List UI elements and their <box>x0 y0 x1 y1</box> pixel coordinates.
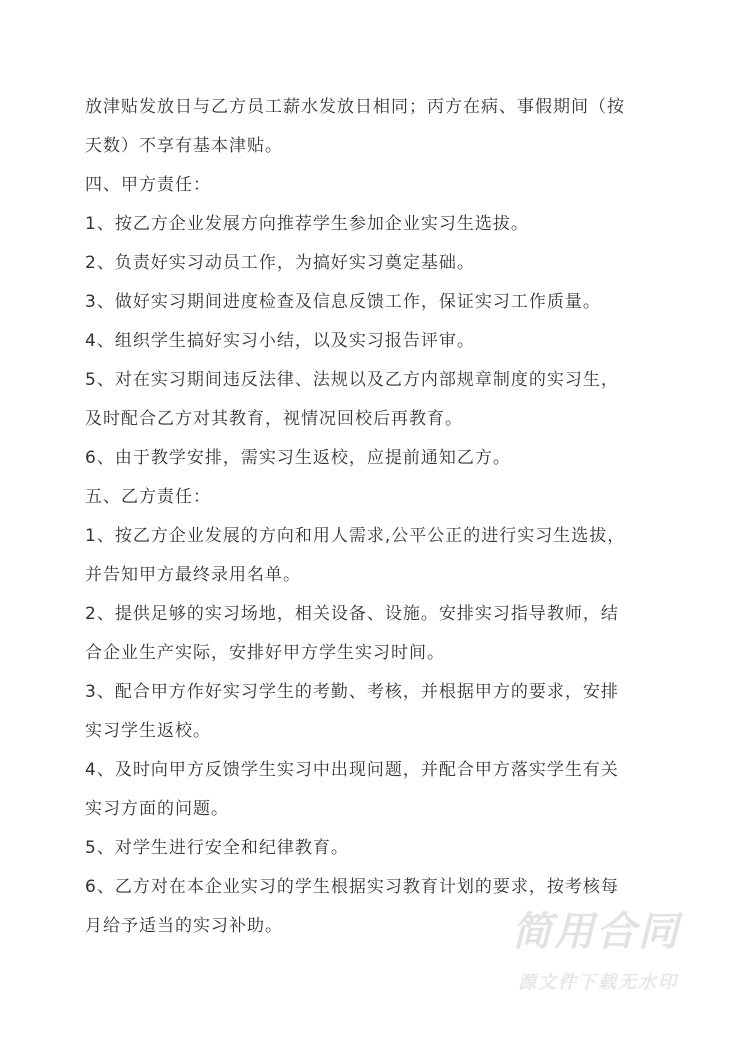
watermark-subtitle: 源文件下载无水印 <box>518 972 678 993</box>
watermark-logo: 简用合同 <box>512 909 680 955</box>
document-line: 4、及时向甲方反馈学生实习中出现问题，并配合甲方落实学生有关 <box>85 760 619 780</box>
document-line: 3、做好实习期间进度检查及信息反馈工作，保证实习工作质量。 <box>85 292 601 312</box>
document-line: 并告知甲方最终录用名单。 <box>85 565 301 585</box>
document-line: 4、组织学生搞好实习小结，以及实习报告评审。 <box>85 331 475 351</box>
document-line: 实习学生返校。 <box>85 721 211 741</box>
document-line: 3、配合甲方作好实习学生的考勤、考核，并根据甲方的要求，安排 <box>85 682 619 702</box>
document-line: 5、对在实习期间违反法律、法规以及乙方内部规章制度的实习生， <box>85 370 619 390</box>
document-line: 2、提供足够的实习场地，相关设备、设施。安排实习指导教师，结 <box>85 604 619 624</box>
document-line: 放津贴发放日与乙方员工薪水发放日相同；丙方在病、事假期间（按 <box>85 97 625 117</box>
document-line: 合企业生产实际，安排好甲方学生实习时间。 <box>85 643 445 663</box>
document-line: 四、甲方责任： <box>85 175 211 195</box>
document-line: 1、按乙方企业发展的方向和用人需求,公平公正的进行实习生选拔， <box>85 526 626 546</box>
document-line: 1、按乙方企业发展方向推荐学生参加企业实习生选拔。 <box>85 214 529 234</box>
document-line: 五、乙方责任： <box>85 487 211 507</box>
document-line: 月给予适当的实习补助。 <box>85 916 283 936</box>
document-body <box>85 88 685 946</box>
document-line: 6、乙方对在本企业实习的学生根据实习教育计划的要求，按考核每 <box>85 877 619 897</box>
document-line: 及时配合乙方对其教育，视情况回校后再教育。 <box>85 409 463 429</box>
document-line: 实习方面的问题。 <box>85 799 229 819</box>
document-line: 5、对学生进行安全和纪律教育。 <box>85 838 349 858</box>
document-line: 6、由于教学安排，需实习生返校，应提前通知乙方。 <box>85 448 511 468</box>
document-line: 天数）不享有基本津贴。 <box>85 136 283 156</box>
document-line: 2、负责好实习动员工作，为搞好实习奠定基础。 <box>85 253 475 273</box>
